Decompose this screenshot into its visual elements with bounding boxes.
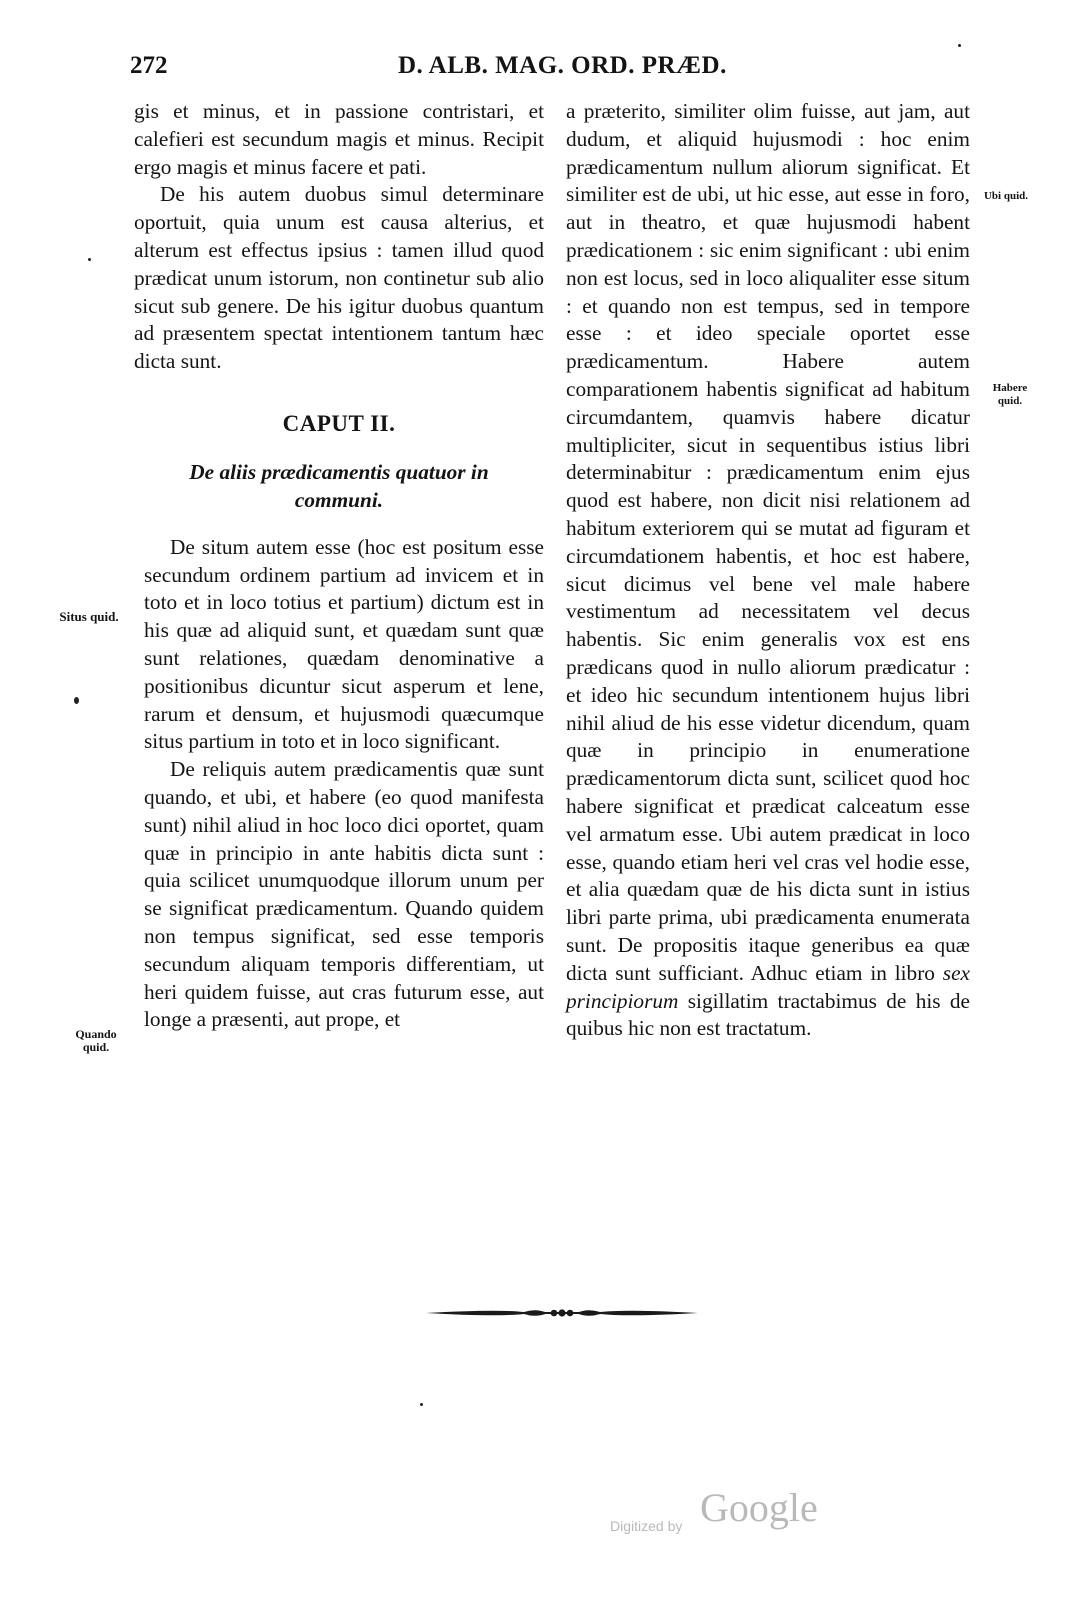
chapter-body xyxy=(134,534,544,1034)
ink-speck xyxy=(74,697,79,704)
right-column xyxy=(566,98,970,1043)
margin-note-ubi: Ubi quid. xyxy=(983,190,1029,202)
digitized-by-label: Digitized by xyxy=(610,1518,683,1534)
paragraph-de-his: De his autem duobus simul determinare oportuit, quia unum est causa alterius, et alterum est effectus ipsius : tamen illud quod prædicat unum istorum, non continetur sub alio sicut sub genere. De his igitur duobus quantum ad præsentem spectat intentionem tantum hæc dicta sunt. xyxy=(134,182,544,374)
paragraph-continuation: gis et minus, et in passione contristari, et calefieri est secundum magis et minus. Recipit ergo magis et minus facere et pati. xyxy=(134,99,544,179)
digitized-by-google-watermark xyxy=(610,1478,850,1538)
left-column xyxy=(134,98,544,1034)
paragraph-right xyxy=(566,98,970,1043)
ink-speck xyxy=(88,258,91,261)
ornament-divider xyxy=(426,1300,698,1326)
running-header xyxy=(130,52,992,88)
right-text-end: sigillatim tractabimus de his de quibus hic non est tractatum. xyxy=(566,988,970,1041)
ink-speck xyxy=(420,1403,423,1406)
margin-note-situs: Situs quid. xyxy=(59,609,119,624)
paragraph-de-situm: De situm autem esse (hoc est positum esse secundum ordinem partium ad invicem et in toto et in loco totius et partium) dictum est in his quæ ad aliquid sunt, et quædam sunt quæ sunt relationes, quædam denominative a positionibus dicuntur sicut asperum et lene, rarum et densum, et hujusmodi quæcumque situs partium in toto et in loco significant. xyxy=(144,534,544,754)
paragraph-de-reliquis: De reliquis autem prædicamentis quæ sunt quando, et ubi, et habere (eo quod manifesta sunt) nihil aliud in hoc loco dici oportet, quam quæ in principio in ante habitis dicta sunt : quia scilicet unumquodque illorum unum per se significat prædicamentum. Quando quidem non tempus significat, sed esse temporis secundum aliquam temporis differentiam, ut heri quidem fuisse, aut cras futurum esse, aut longe a præsenti, aut prope, et xyxy=(144,757,544,1032)
right-text-start: a præterito, similiter olim fuisse, aut jam, aut dudum, et aliquid hujusmodi : hoc enim prædicamentum nullum aliorum significat. Et similiter est de ubi, ut hic esse, aut esse in foro, aut in theatro, et quæ hujusmodi habent prædicationem : sic enim significant : ubi enim non est locus, sed in loco aliqualiter esse situm : et quando non est tempus, sed in tempore esse : et ideo speciale oportet esse prædicamentum. Habere autem comparationem habentis significat ad habitum circumdantem, quamvis habere dicatur multipliciter, sicut in sequentibus istius libri determinabitur : prædicamentum enim ejus quod est habere, non dicit nisi relationem ad habitum exteriorem qui se mutat ad figuram et circumdationem habentis, et hoc est habere, sicut dicimus vel bene vel male habere vestimentum ad necessitatem vel decus habentis. Sic enim generalis vox est ens prædicans quod in nullo aliorum prædicatur : et ideo hic secundum intentionem hujus libri nihil aliud de his esse videtur dicendum, quam quæ in principio in enumeratione prædicamentorum dicta sunt, scilicet quod hoc habere significat et prædicat calceatum esse vel armatum esse. Ubi autem prædicat in loco esse, quando etiam heri vel cras vel hodie esse, et alia quædam quæ de his dicta sunt in istius libri parte prima, ubi prædicamenta enumerata sunt. De propositis itaque generibus ea quæ dicta sunt sufficiant. Adhuc etiam in libro xyxy=(566,99,970,985)
italic-title: sex principiorum xyxy=(566,960,970,1013)
margin-note-habere: Habere quid. xyxy=(992,382,1028,407)
google-logo: Google xyxy=(700,1485,818,1530)
page-number: 272 xyxy=(130,52,168,79)
margin-note-quando: Quando quid. xyxy=(75,1027,117,1054)
chapter-heading: CAPUT II. xyxy=(282,410,396,436)
running-title: D. ALB. MAG. ORD. PRÆD. xyxy=(398,52,727,79)
chapter-subheading: De aliis prædicamentis quatuor in communi. xyxy=(189,459,489,512)
ink-speck xyxy=(958,44,961,47)
